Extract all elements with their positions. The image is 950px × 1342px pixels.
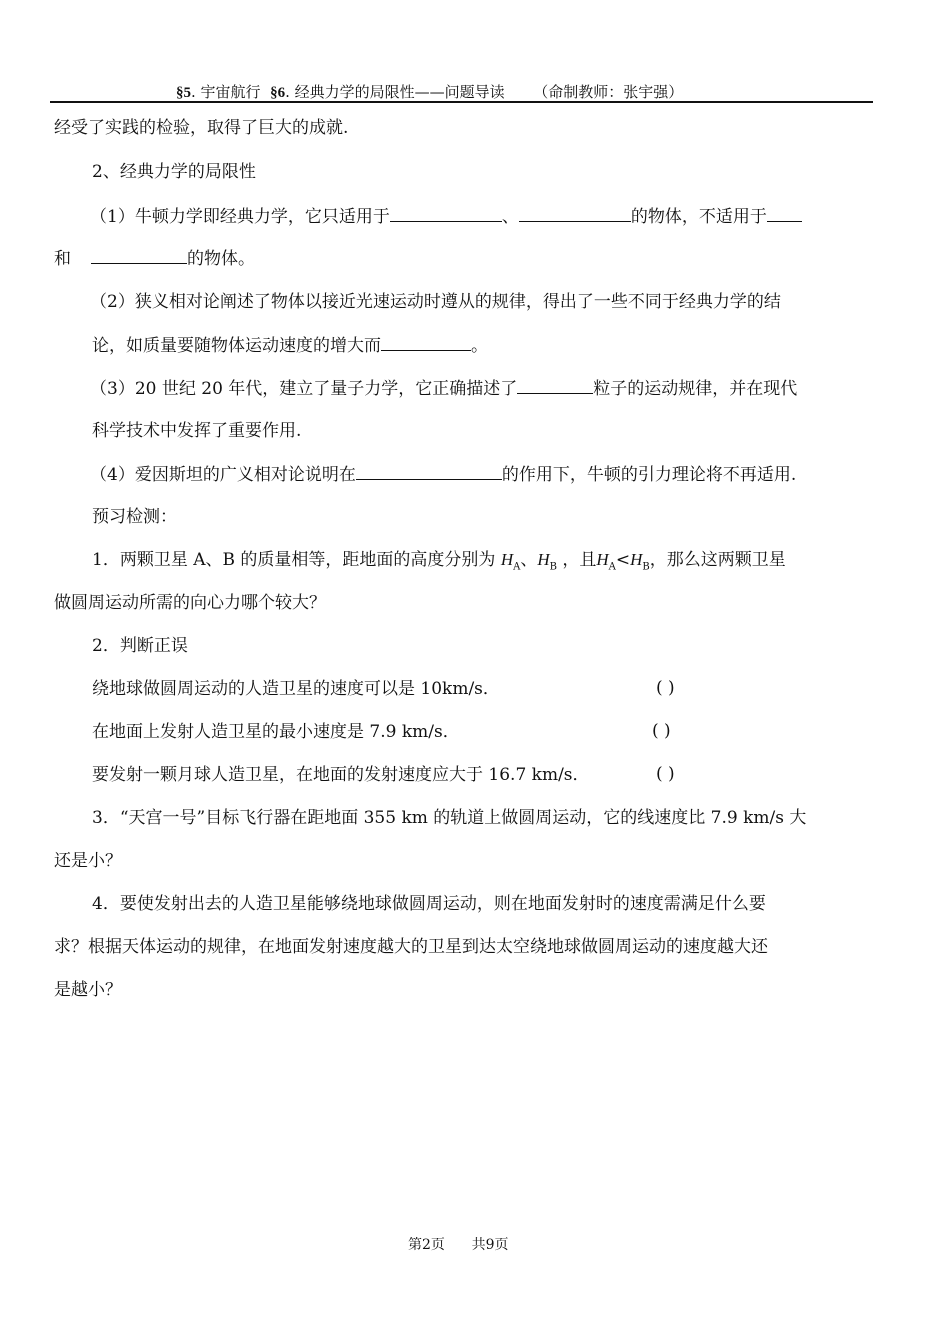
answer-blank[interactable] bbox=[767, 205, 802, 222]
answer-blank[interactable] bbox=[519, 205, 631, 222]
text-line: 经受了实践的检验，取得了巨大的成就. bbox=[54, 118, 349, 138]
answer-parentheses[interactable]: ( ) bbox=[656, 678, 675, 698]
teacher-credit: （命制教师：张宇强） bbox=[533, 83, 684, 101]
answer-blank[interactable] bbox=[91, 247, 187, 264]
text-line: 科学技术中发挥了重要作用. bbox=[92, 421, 302, 441]
answer-blank[interactable] bbox=[381, 334, 471, 351]
header-title bbox=[176, 81, 683, 102]
question-1: 1．两颗卫星 A、B 的质量相等，距地面的高度分别为 $H_A$、$H_B$ ，且$H_A<H_B$，那么这两颗卫星 bbox=[92, 550, 786, 573]
text-line: 是越小？ bbox=[54, 980, 122, 1000]
text-line: （2）狭义相对论阐述了物体以接近光速运动时遵从的规律，得出了一些不同于经典力学的结 bbox=[90, 292, 781, 312]
fill-in-question-1: （1）牛顿力学即经典力学，它只适用于 、 的物体，不适用于 bbox=[90, 205, 802, 228]
fill-in-question-1-cont: 和 的物体。 bbox=[54, 249, 255, 269]
text-line: 求？根据天体运动的规律，在地面发射速度越大的卫星到达太空绕地球做圆周运动的速度越大还 bbox=[54, 937, 768, 957]
fill-in-question-2: 论，如质量要随物体运动速度的增大而 。 bbox=[92, 336, 488, 356]
judgement-item: 绕地球做圆周运动的人造卫星的速度可以是 10km/s． bbox=[92, 679, 500, 699]
page-total: 共9页 bbox=[471, 1237, 509, 1253]
answer-blank[interactable] bbox=[390, 205, 502, 222]
fill-in-question-4: （4）爱因斯坦的广义相对论说明在 的作用下，牛顿的引力理论将不再适用. bbox=[90, 465, 797, 485]
answer-parentheses[interactable]: ( ) bbox=[652, 721, 671, 741]
section-5-title: . 宇宙航行 bbox=[191, 83, 261, 101]
section-5-mark: §5 bbox=[176, 85, 191, 101]
answer-blank[interactable] bbox=[356, 463, 502, 480]
text-line: 做圆周运动所需的向心力哪个较大？ bbox=[54, 593, 326, 613]
page-number: 第2页 bbox=[408, 1237, 445, 1253]
page-footer bbox=[408, 1234, 509, 1254]
answer-blank[interactable] bbox=[517, 377, 593, 394]
page-header bbox=[50, 80, 873, 103]
section-heading: 预习检测： bbox=[92, 507, 177, 527]
question-3: 3．“天宫一号”目标飞行器在距地面 355 km 的轨道上做圆周运动，它的线速度比 7.9 km/s 大 bbox=[92, 808, 807, 828]
section-heading: 2、经典力学的局限性 bbox=[92, 162, 256, 182]
judgement-item: 在地面上发射人造卫星的最小速度是 7.9 km/s． bbox=[92, 722, 460, 742]
section-6-mark: §6 bbox=[270, 85, 286, 101]
judgement-item: 要发射一颗月球人造卫星，在地面的发射速度应大于 16.7 km/s． bbox=[92, 765, 590, 785]
answer-parentheses[interactable]: ( ) bbox=[656, 764, 675, 784]
question-2: 2．判断正误 bbox=[92, 636, 188, 656]
text-line: 还是小？ bbox=[54, 851, 122, 871]
question-4: 4．要使发射出去的人造卫星能够绕地球做圆周运动，则在地面发射时的速度需满足什么要 bbox=[92, 894, 766, 914]
fill-in-question-3: （3）20 世纪 20 年代，建立了量子力学，它正确描述了 粒子的运动规律，并在现代 bbox=[90, 379, 798, 399]
section-6-title: . 经典力学的局限性——问题导读 bbox=[285, 83, 505, 101]
